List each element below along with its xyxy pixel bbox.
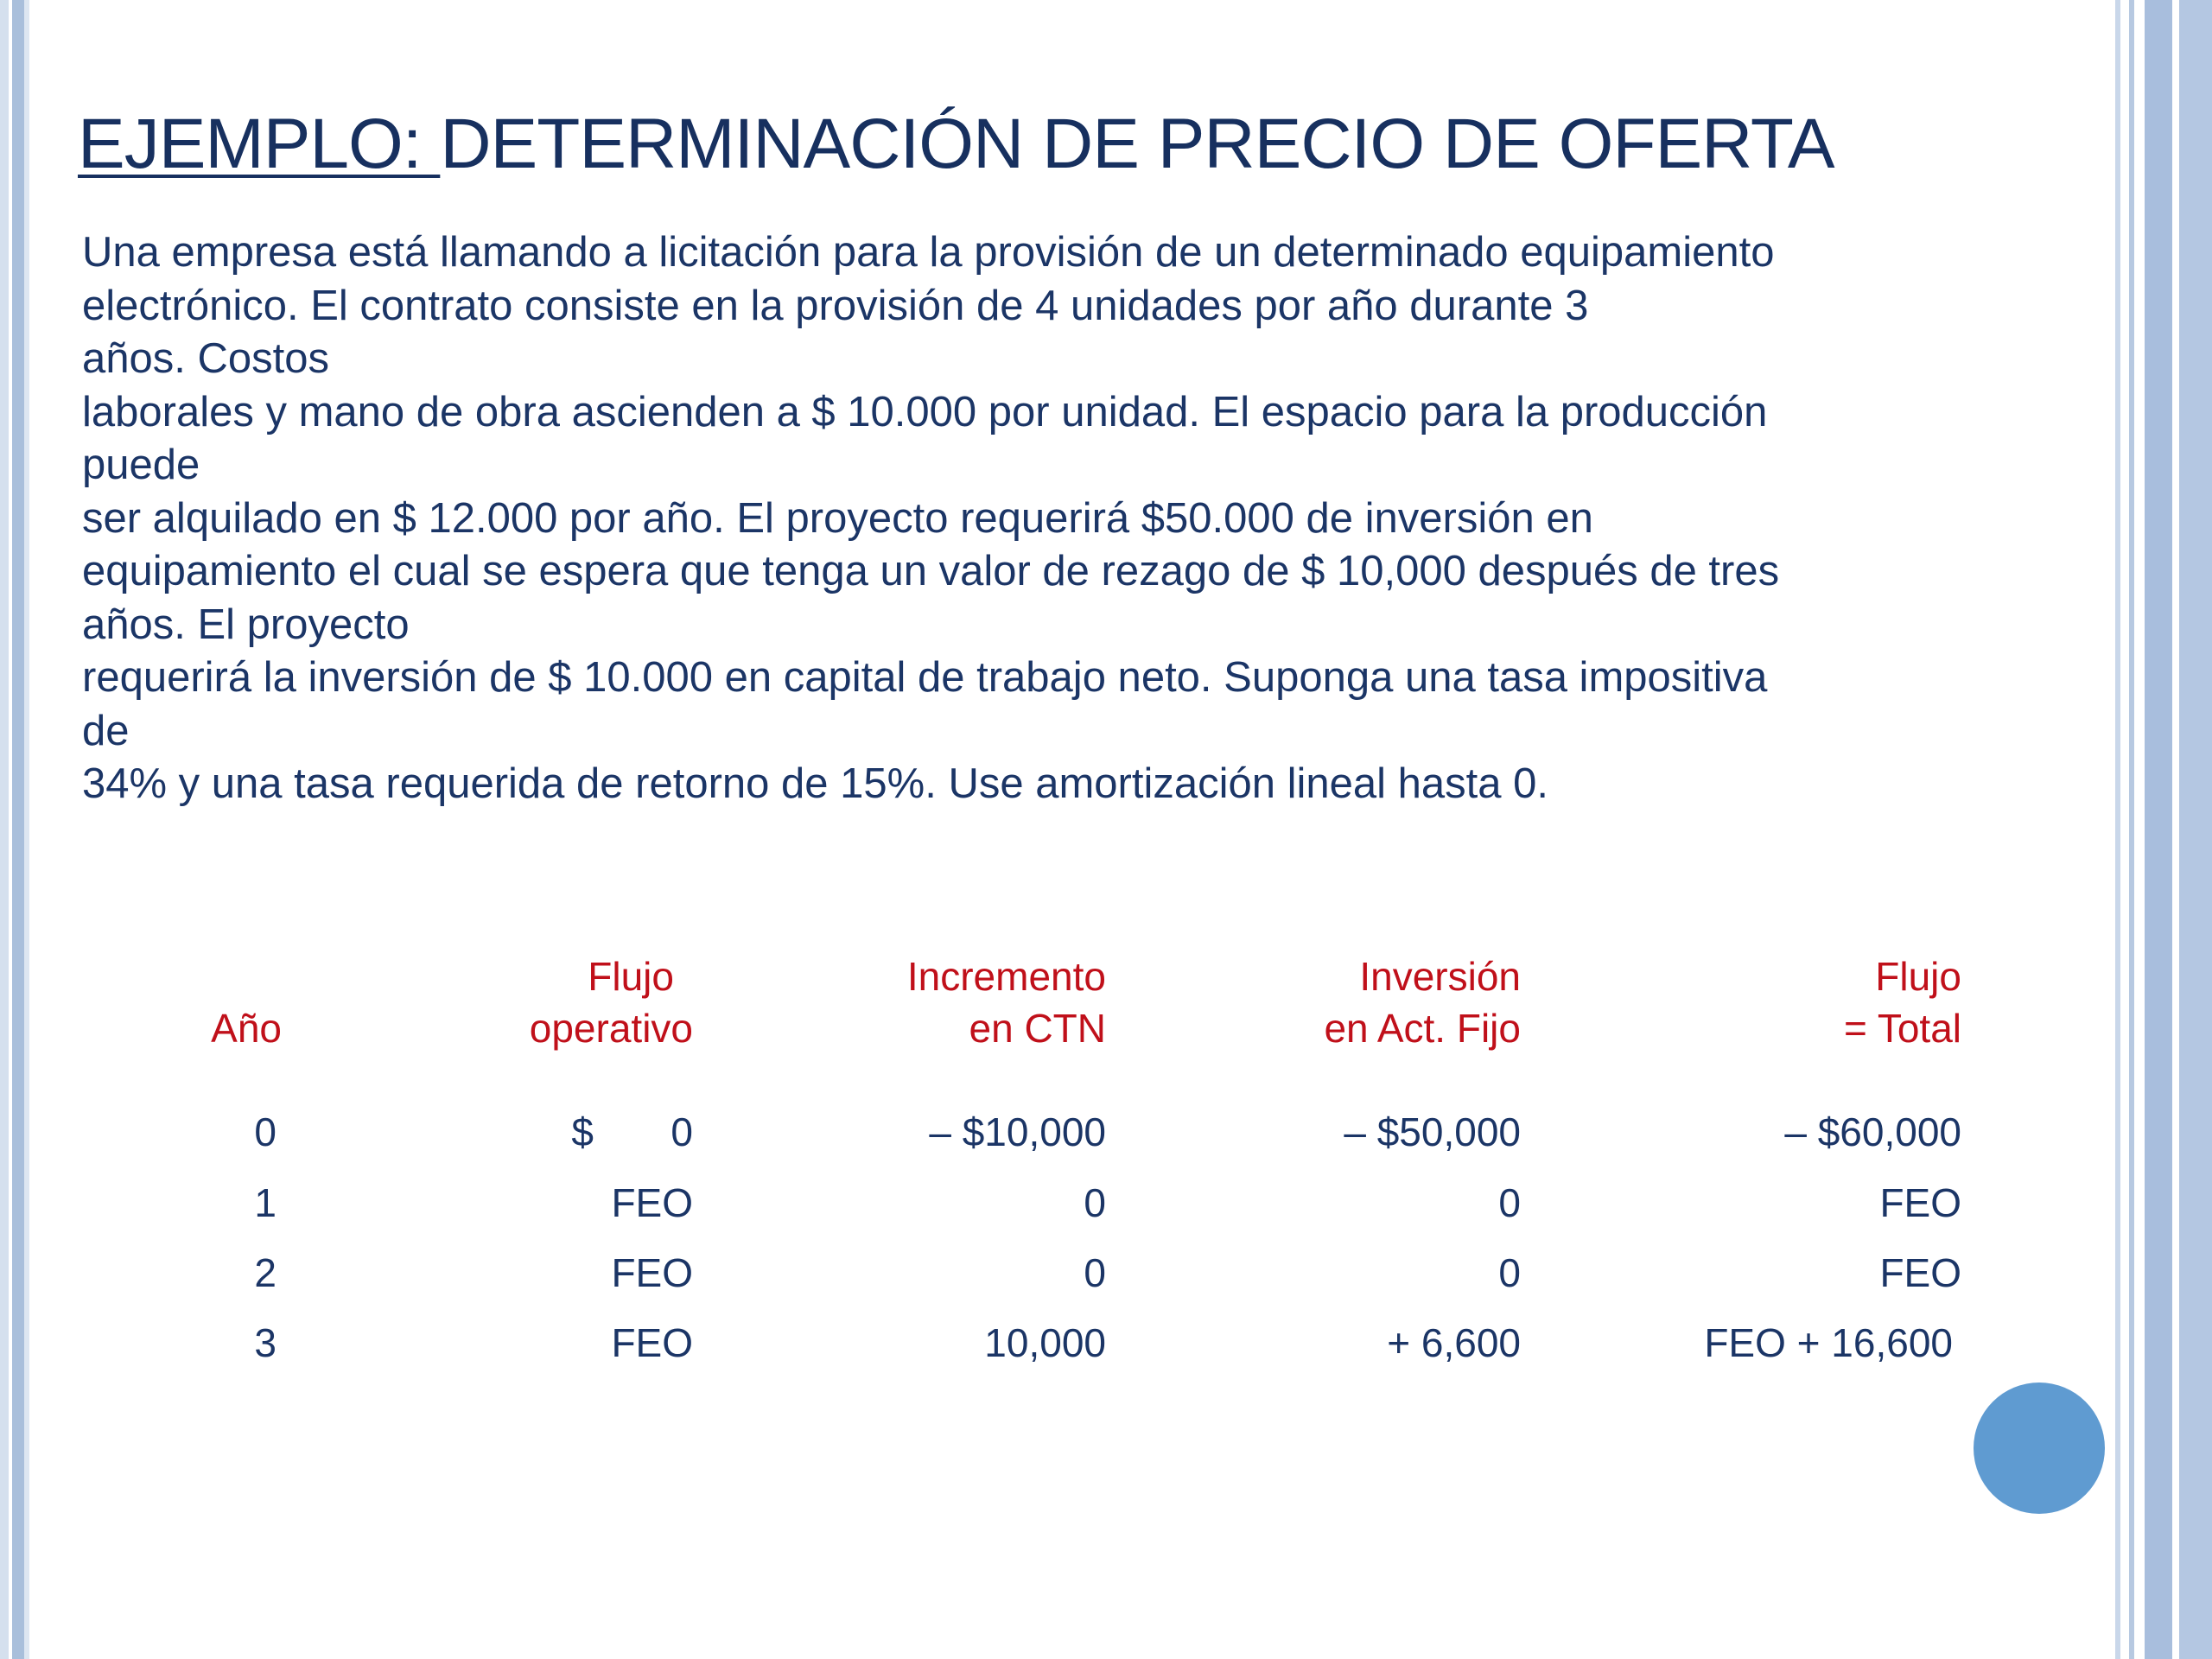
- table-cell-ano: 1: [254, 1180, 276, 1225]
- paragraph-line: años. Costos: [82, 335, 329, 382]
- right-border-stripe: [2179, 0, 2212, 1659]
- header-flujo-operativo-line1: Flujo: [588, 954, 674, 999]
- header-inversion-line2: en Act. Fijo: [1324, 1006, 1521, 1051]
- table-cell-inversion: + 6,600: [1387, 1320, 1521, 1365]
- header-flujo-total-line2: = Total: [1844, 1006, 1961, 1051]
- decorative-circle: [1974, 1382, 2105, 1514]
- header-ano: Año: [211, 1006, 282, 1051]
- right-border-stripe: [2120, 0, 2129, 1659]
- header-incremento-ctn-line2: en CTN: [969, 1006, 1106, 1051]
- left-border-stripe: [12, 0, 24, 1659]
- right-border-stripe: [2172, 0, 2179, 1659]
- table-cell-ano: 2: [254, 1250, 276, 1295]
- table-cell-flujo-operativo: FEO: [611, 1250, 693, 1295]
- left-border-stripe: [0, 0, 9, 1659]
- header-incremento-ctn-line1: Incremento: [906, 954, 1106, 999]
- table-cell-flujo-operativo: FEO: [611, 1180, 693, 1225]
- table-cell-inversion: – $50,000: [1344, 1109, 1521, 1154]
- right-border-stripe: [2134, 0, 2145, 1659]
- paragraph-line: equipamiento el cual se espera que tenga un valor de rezago de $ 10,000 después de tres: [82, 548, 1780, 594]
- table-cell-flujo-operativo: $ 0: [571, 1109, 693, 1154]
- header-flujo-total-line1: Flujo: [1875, 954, 1961, 999]
- table-cell-ano: 3: [254, 1320, 276, 1365]
- table-cell-flujo-total: FEO: [1879, 1180, 1961, 1225]
- table-cell-incremento-ctn: – $10,000: [929, 1109, 1106, 1154]
- paragraph-line: ser alquilado en $ 12.000 por año. El proyecto requerirá $50.000 de inversión en: [82, 494, 1593, 542]
- paragraph-line: Una empresa está llamando a licitación para la provisión de un determinado equipamiento: [82, 229, 1775, 276]
- table-cell-inversion: 0: [1498, 1250, 1521, 1295]
- slide-title: [78, 104, 1834, 185]
- right-border-stripe: [2145, 0, 2172, 1659]
- slide-title-underlined: EJEMPLO:: [78, 105, 441, 183]
- paragraph-line: electrónico. El contrato consiste en la provisión de 4 unidades por año durante 3: [82, 282, 1589, 329]
- table-cell-incremento-ctn: 10,000: [984, 1320, 1106, 1365]
- left-border-stripe: [24, 0, 29, 1659]
- paragraph-line: de: [82, 707, 130, 754]
- paragraph-line: requerirá la inversión de $ 10.000 en capital de trabajo neto. Suponga una tasa impositiva: [82, 654, 1768, 701]
- table-cell-incremento-ctn: 0: [1084, 1250, 1106, 1295]
- header-inversion-line1: Inversión: [1359, 954, 1521, 999]
- paragraph-line: puede: [82, 442, 200, 488]
- table-cell-flujo-total: – $60,000: [1784, 1109, 1961, 1154]
- paragraph-line: 34% y una tasa requerida de retorno de 15%. Use amortización lineal hasta 0.: [82, 760, 1548, 807]
- paragraph-line: años. El proyecto: [82, 601, 410, 648]
- table-cell-ano: 0: [254, 1109, 276, 1154]
- table-cell-flujo-operativo: FEO: [611, 1320, 693, 1365]
- header-flujo-operativo-line2: operativo: [529, 1006, 693, 1051]
- problem-statement: [82, 226, 2095, 811]
- table-cell-flujo-total: FEO: [1879, 1250, 1961, 1295]
- paragraph-line: laborales y mano de obra ascienden a $ 10.000 por unidad. El espacio para la producción: [82, 388, 1768, 435]
- table-cell-incremento-ctn: 0: [1084, 1180, 1106, 1225]
- table-cell-flujo-total: FEO + 16,600: [1704, 1320, 1953, 1365]
- slide-title-rest: DETERMINACIÓN DE PRECIO DE OFERTA: [440, 105, 1834, 183]
- table-cell-inversion: 0: [1498, 1180, 1521, 1225]
